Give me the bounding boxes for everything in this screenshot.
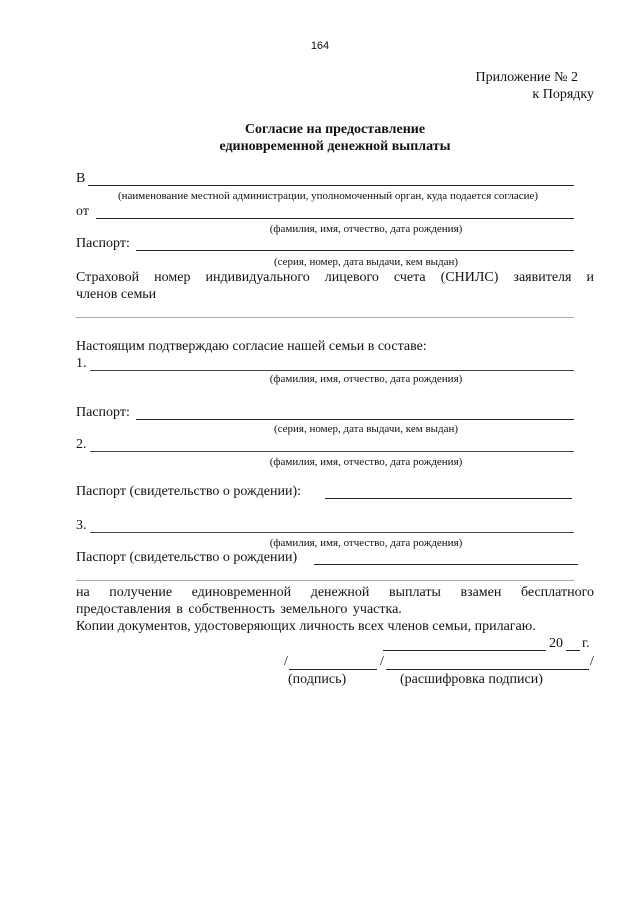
signature-caption: (подпись) bbox=[288, 672, 347, 687]
purpose-line-2: предоставления в собственность земельного участка. bbox=[76, 602, 402, 617]
signature-decoding-field[interactable] bbox=[386, 669, 589, 670]
member-1-number: 1. bbox=[76, 356, 87, 371]
date-field[interactable] bbox=[383, 650, 546, 651]
appendix-line-2: к Порядку bbox=[532, 87, 594, 102]
copies-text: Копии документов, удостоверяющих личность всех членов семьи, прилагаю. bbox=[76, 619, 536, 634]
member-1-passport-caption: (серия, номер, дата выдачи, кем выдан) bbox=[273, 423, 459, 435]
date-year-suffix: г. bbox=[582, 636, 590, 651]
page-number: 164 bbox=[310, 40, 330, 52]
passport-caption: (серия, номер, дата выдачи, кем выдан) bbox=[273, 256, 459, 268]
from-label: от bbox=[76, 204, 89, 219]
date-year-prefix: 20 bbox=[549, 636, 563, 651]
member-2-caption: (фамилия, имя, отчество, дата рождения) bbox=[269, 456, 463, 468]
member-1-passport-field[interactable] bbox=[136, 419, 574, 420]
confirm-text: Настоящим подтверждаю согласие нашей семьи в составе: bbox=[76, 339, 427, 354]
snils-field[interactable] bbox=[76, 317, 574, 318]
signature-slash-right: / bbox=[590, 654, 594, 669]
member-3-number: 3. bbox=[76, 518, 87, 533]
to-caption: (наименование местной администрации, уполномоченный орган, куда подается согласие) bbox=[117, 190, 539, 202]
signature-slash-left: / bbox=[284, 654, 288, 669]
title-line-2: единовременной денежной выплаты bbox=[219, 139, 451, 154]
from-field[interactable] bbox=[96, 218, 574, 219]
passport-label: Паспорт: bbox=[76, 236, 130, 251]
member-2-doc-field[interactable] bbox=[325, 498, 572, 499]
member-3-field[interactable] bbox=[90, 532, 574, 533]
purpose-line-1: на получение единовременной денежной выплаты взамен бесплатного bbox=[76, 585, 594, 600]
from-caption: (фамилия, имя, отчество, дата рождения) bbox=[269, 223, 463, 235]
member-1-passport-label: Паспорт: bbox=[76, 405, 130, 420]
extra-field[interactable] bbox=[76, 580, 574, 581]
member-2-doc-label: Паспорт (свидетельство о рождении): bbox=[76, 484, 302, 499]
date-year-field[interactable] bbox=[566, 650, 580, 651]
member-1-field[interactable] bbox=[90, 370, 574, 371]
member-3-doc-label: Паспорт (свидетельство о рождении) bbox=[76, 550, 298, 565]
signature-field[interactable] bbox=[289, 669, 377, 670]
decoding-caption: (расшифровка подписи) bbox=[400, 672, 543, 687]
snils-line-1: Страховой номер индивидуального лицевого счета (СНИЛС) заявителя и bbox=[76, 270, 594, 285]
to-label: В bbox=[76, 171, 86, 186]
appendix-line-1: Приложение № 2 bbox=[475, 70, 578, 85]
passport-field[interactable] bbox=[136, 250, 574, 251]
member-2-number: 2. bbox=[76, 437, 87, 452]
member-3-doc-field[interactable] bbox=[314, 564, 578, 565]
title-line-1: Согласие на предоставление bbox=[244, 122, 426, 137]
signature-slash-mid: / bbox=[380, 654, 384, 669]
snils-line-2: членов семьи bbox=[76, 287, 157, 302]
member-2-field[interactable] bbox=[90, 451, 574, 452]
member-1-caption: (фамилия, имя, отчество, дата рождения) bbox=[269, 373, 463, 385]
member-3-caption: (фамилия, имя, отчество, дата рождения) bbox=[269, 537, 463, 549]
to-field[interactable] bbox=[88, 185, 574, 186]
